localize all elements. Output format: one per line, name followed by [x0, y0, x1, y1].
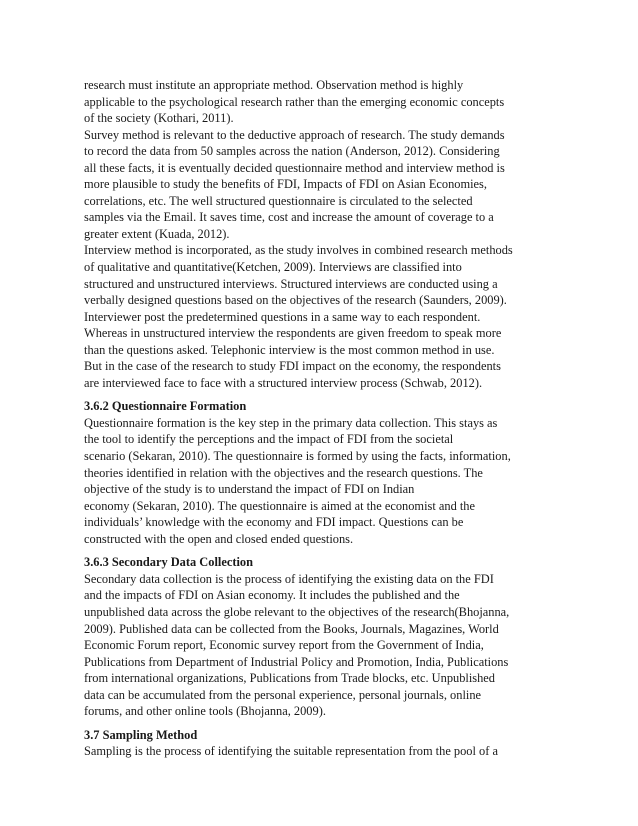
document-page — [84, 77, 554, 760]
text-line: greater extent (Kuada, 2012). — [84, 226, 230, 241]
text-line: scenario (Sekaran, 2010). The questionnaire is formed by using the facts, information, — [84, 449, 511, 464]
text-line: and the impacts of FDI on Asian economy. It includes the published and the — [84, 588, 460, 603]
text-line: Interviewer post the predetermined questions in a same way to each respondent. — [84, 309, 481, 324]
text-line: individuals’ knowledge with the economy and FDI impact. Questions can be — [84, 515, 464, 530]
text-line: Sampling is the process of identifying the suitable representation from the pool of a — [84, 744, 498, 759]
text-line: Publications from Department of Industrial Policy and Promotion, India, Publications — [84, 654, 509, 669]
text-line: objective of the study is to understand the impact of FDI on Indian — [84, 482, 415, 497]
text-line: from international organizations, Publications from Trade blocks, etc. Unpublished — [84, 671, 496, 686]
text-line: Whereas in unstructured interview the respondents are given freedom to speak more — [84, 326, 502, 341]
text-line: verbally designed questions based on the objectives of the research (Saunders, 2009). — [84, 293, 507, 308]
text-line: But in the case of the research to study FDI impact on the economy, the respondents — [84, 359, 501, 374]
text-line: constructed with the open and closed ended questions. — [84, 531, 354, 546]
text-line: of qualitative and quantitative(Ketchen, 2009). Interviews are classified into — [84, 260, 462, 275]
text-line: applicable to the psychological research rather than the emerging economic concepts — [84, 94, 505, 109]
text-line: Interview method is incorporated, as the study involves in combined research methods — [84, 243, 513, 258]
text-line: to record the data from 50 samples across the nation (Anderson, 2012). Considering — [84, 144, 500, 159]
text-line: all these facts, it is eventually decided questionnaire method and interview method is — [84, 160, 505, 175]
section-heading: 3.6.3 Secondary Data Collection — [84, 555, 253, 570]
text-line: Survey method is relevant to the deductive approach of research. The study demands — [84, 127, 505, 142]
text-line: are interviewed face to face with a structured interview process (Schwab, 2012). — [84, 375, 483, 390]
text-line: of the society (Kothari, 2011). — [84, 111, 234, 126]
text-line: 2009). Published data can be collected from the Books, Journals, Magazines, World — [84, 621, 499, 636]
text-line: structured and unstructured interviews. Structured interviews are conducted using a — [84, 276, 498, 291]
text-line: correlations, etc. The well structured questionnaire is circulated to the selected — [84, 193, 473, 208]
text-line: research must institute an appropriate method. Observation method is highly — [84, 78, 464, 92]
text-line: data can be accumulated from the personal experience, personal journals, online — [84, 687, 482, 702]
text-line: economy (Sekaran, 2010). The questionnaire is aimed at the economist and the — [84, 498, 475, 513]
text-line: the tool to identify the perceptions and the impact of FDI from the societal — [84, 432, 454, 447]
text-line: Secondary data collection is the process of identifying the existing data on the FDI — [84, 571, 494, 586]
text-line: unpublished data across the globe relevant to the objectives of the research(Bhojanna, — [84, 604, 510, 619]
text-line: Economic Forum report, Economic survey report from the Government of India, — [84, 638, 484, 653]
text-line: Questionnaire formation is the key step in the primary data collection. This stays as — [84, 415, 498, 430]
text-line: theories identified in relation with the objectives and the research questions. The — [84, 465, 483, 480]
section-heading: 3.7 Sampling Method — [84, 727, 198, 742]
text-line: forums, and other online tools (Bhojanna, 2009). — [84, 704, 326, 719]
section-heading: 3.6.2 Questionnaire Formation — [84, 399, 247, 414]
text-line: samples via the Email. It saves time, cost and increase the amount of coverage to a — [84, 210, 494, 225]
text-line: more plausible to study the benefits of FDI, Impacts of FDI on Asian Economies, — [84, 177, 487, 192]
text-line: than the questions asked. Telephonic interview is the most common method in use. — [84, 342, 495, 357]
